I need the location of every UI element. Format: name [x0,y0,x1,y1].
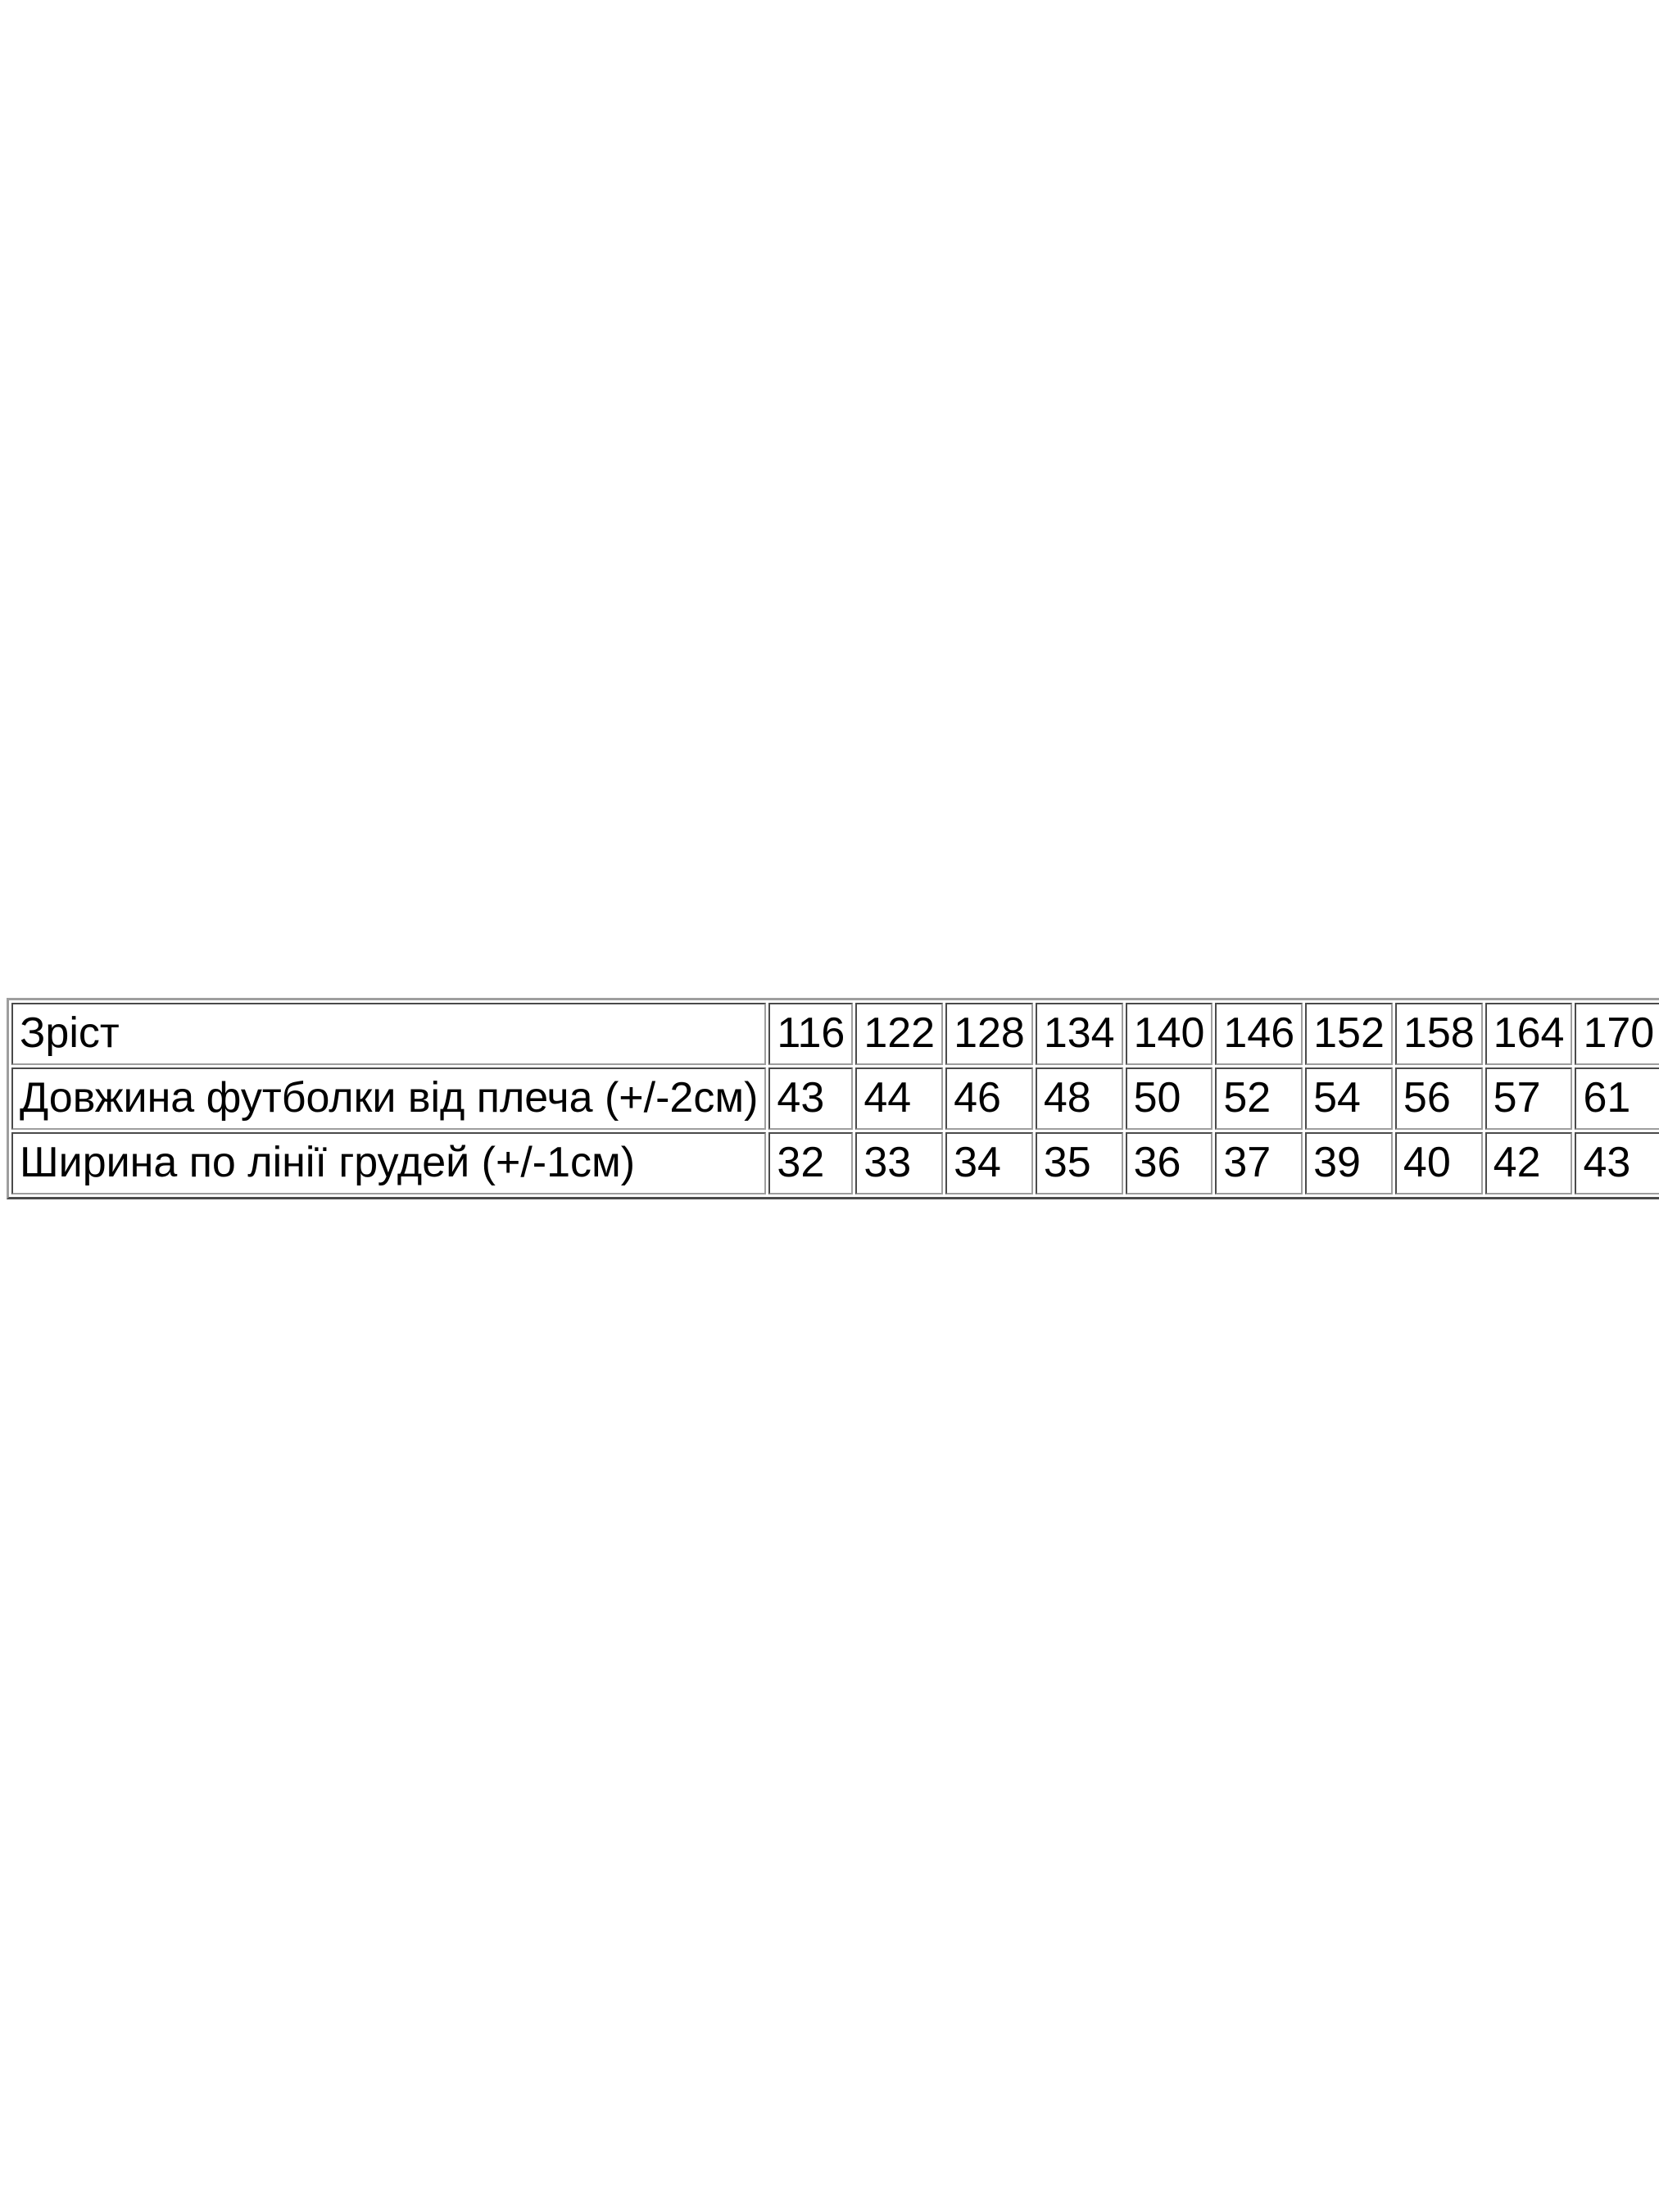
value-cell: 122 [855,1003,943,1065]
value-cell: 56 [1395,1067,1483,1130]
table-row-chest-width [11,1132,1659,1194]
value-cell: 42 [1485,1132,1573,1194]
value-cell: 46 [945,1067,1033,1130]
value-cell: 116 [768,1003,853,1065]
value-cell: 43 [768,1067,853,1130]
row-label-cell: Довжина футболки від плеча (+/-2см) [11,1067,766,1130]
value-cell: 54 [1305,1067,1393,1130]
row-label-cell: Ширина по лінії грудей (+/-1см) [11,1132,766,1194]
value-cell: 34 [945,1132,1033,1194]
value-cell: 57 [1485,1067,1573,1130]
value-cell: 146 [1215,1003,1303,1065]
value-cell: 164 [1485,1003,1573,1065]
value-cell: 36 [1126,1132,1213,1194]
value-cell: 40 [1395,1132,1483,1194]
table-row-height [11,1003,1659,1065]
value-cell: 39 [1305,1132,1393,1194]
value-cell: 128 [945,1003,1033,1065]
value-cell: 50 [1126,1067,1213,1130]
row-label-cell: Зріст [11,1003,766,1065]
value-cell: 170 [1575,1003,1659,1065]
value-cell: 37 [1215,1132,1303,1194]
value-cell: 134 [1036,1003,1123,1065]
value-cell: 152 [1305,1003,1393,1065]
value-cell: 52 [1215,1067,1303,1130]
value-cell: 35 [1036,1132,1123,1194]
table-row-length [11,1067,1659,1130]
value-cell: 48 [1036,1067,1123,1130]
value-cell: 43 [1575,1132,1659,1194]
value-cell: 61 [1575,1067,1659,1130]
size-chart-table [7,998,1659,1199]
value-cell: 33 [855,1132,943,1194]
size-chart-body [11,1003,1659,1194]
value-cell: 32 [768,1132,853,1194]
value-cell: 140 [1126,1003,1213,1065]
value-cell: 44 [855,1067,943,1130]
value-cell: 158 [1395,1003,1483,1065]
